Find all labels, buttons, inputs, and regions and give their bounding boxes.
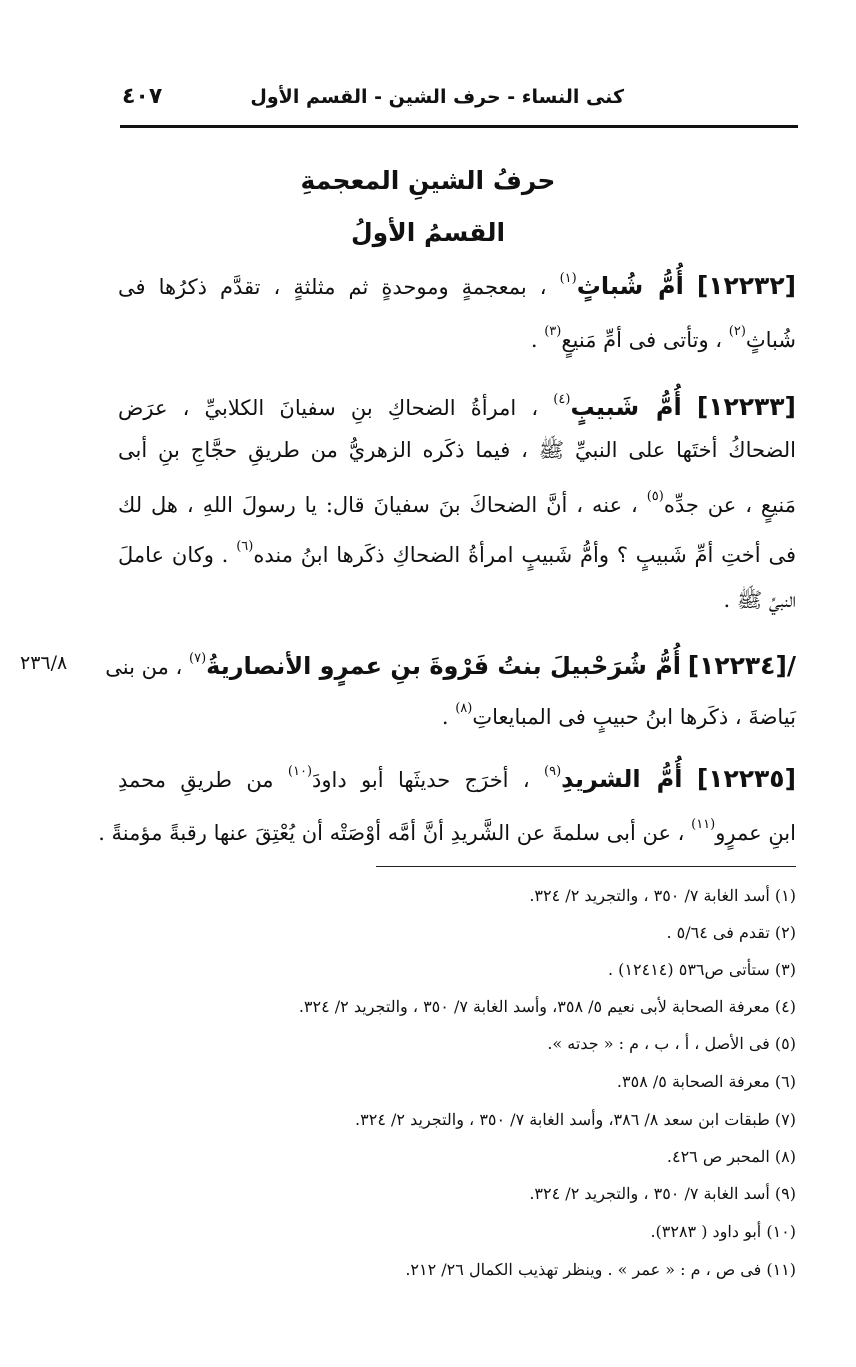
footnote: (١٠) أبو داود ( ٣٢٨٣). (650, 1222, 796, 1241)
body-line (118, 765, 796, 791)
running-header: كنى النساء - حرف الشين - القسم الأول (250, 86, 624, 108)
body-text: . (441, 705, 449, 729)
body-line (118, 490, 796, 516)
footnote: (٣) ستأتى ص٥٣٦ (١٢٤١٤) . (608, 960, 796, 979)
body-text: ، عنه ، أنَّ الضحاكَ بنَ سفيانَ قال: يا رسولَ اللهِ ، هل لك (118, 493, 638, 517)
body-text: النبيِّ ﷺ . (723, 588, 796, 612)
body-text: ، من بنى (105, 655, 183, 679)
body-text: ابنِ عمرٍو (715, 821, 796, 845)
letter-heading: حرفُ الشينِ المعجمةِ (300, 166, 556, 195)
footnote: (٥) فى الأصل ، أ ، ب ، م : « جدته ». (547, 1034, 796, 1053)
entry-name: أُمُّ شُرَحْبيلَ بنتُ فَرْوةَ بنِ عمرٍو الأنصاريةُ (206, 652, 682, 680)
footnote-ref: (٧) (189, 651, 207, 666)
footnote-rule (376, 866, 796, 867)
body-text: ، وتأتى فى أمِّ مَنيعٍ (561, 328, 723, 352)
body-text: فى أختِ أمِّ شَبيبٍ ؟ وأمُّ شَبيبٍ امرأةُ الضحاكِ ذكَرها ابنُ منده (253, 543, 796, 567)
entry-number: [١٢٢٣٥] (696, 764, 796, 793)
footnote: (٨) المحبر ص ٤٢٦. (666, 1147, 796, 1166)
volume-page-marker: ٢٣٦/٨ (20, 652, 68, 674)
footnote: (١١) فى ص ، م : « عمر » . وينظر تهذيب الكمال ٢٦/ ٢١٢. (405, 1260, 796, 1279)
body-line (531, 325, 796, 351)
footnote-ref: (٨) (455, 701, 473, 716)
body-line (118, 440, 796, 461)
entry-name: أُمُّ شَبيبٍ (570, 393, 682, 421)
footnote-ref: (٣) (544, 324, 562, 339)
body-text: شُباثٍ (745, 328, 796, 352)
footnote: (٢) تقدم فى ٥/٦٤ . (666, 923, 796, 942)
body-line (724, 590, 796, 611)
footnote: (٤) معرفة الصحابة لأبى نعيم ٥/ ٣٥٨، وأسد الغابة ٧/ ٣٥٠ ، والتجريد ٢/ ٣٢٤. (298, 997, 796, 1016)
footnote: (٦) معرفة الصحابة ٥/ ٣٥٨. (616, 1072, 796, 1091)
section-heading: القسمُ الأولُ (350, 218, 506, 247)
entry-number: [١٢٢٣٢] (696, 271, 797, 300)
body-text: ، أخرَج حديثَها أبو داودَ (312, 768, 530, 792)
body-line (105, 652, 796, 678)
body-line (118, 393, 796, 419)
footnote-ref: (١) (559, 271, 577, 286)
footnote-ref: (٤) (553, 392, 571, 407)
footnote-ref: (٩) (544, 764, 562, 779)
body-text: ، عن أبى سلمةَ عن الشَّريدِ أنَّ أمَّه أوْصَتْه أن يُعْتِقَ عنها رقبةً مؤمنةً . (98, 821, 685, 845)
entry-number: /[١٢٢٣٤] (687, 651, 796, 680)
page-number: ٤٠٧ (122, 84, 163, 109)
body-text: . (530, 328, 538, 352)
footnote: (٧) طبقات ابن سعد ٨/ ٣٨٦، وأسد الغابة ٧/ ٣٥٠ ، والتجريد ٢/ ٣٢٤. (355, 1110, 796, 1129)
footnote-ref: (٦) (236, 539, 254, 554)
entry-name: أُمُّ الشريدِ (561, 765, 683, 793)
body-text: ، امرأةُ الضحاكِ بنِ سفيانَ الكلابيِّ ، عرَض (118, 396, 539, 420)
body-text: . وكان عاملَ (118, 543, 229, 567)
footnote-ref: (٢) (728, 324, 746, 339)
entry-number: [١٢٢٣٣] (696, 392, 796, 421)
entry-name: أُمُّ شُباثٍ (576, 272, 684, 300)
body-text: مَنيعٍ ، عن جدِّه (663, 493, 796, 517)
body-text: ، بمعجمةٍ وموحدةٍ ثم مثلثةٍ ، تقدَّم ذكرُها فى (118, 275, 547, 299)
body-line (98, 818, 796, 844)
footnote-ref: (٥) (646, 489, 664, 504)
footnote: (١) أسد الغابة ٧/ ٣٥٠ ، والتجريد ٢/ ٣٢٤. (529, 886, 796, 905)
body-line (118, 540, 796, 566)
footnote: (٩) أسد الغابة ٧/ ٣٥٠ ، والتجريد ٢/ ٣٢٤. (529, 1184, 796, 1203)
footnote-ref: (١١) (691, 817, 716, 832)
body-text: من طريقِ محمدِ (118, 768, 274, 792)
body-line (118, 272, 796, 298)
header-rule (120, 125, 798, 128)
body-line (442, 702, 796, 728)
footnote-ref: (١٠) (287, 764, 313, 779)
body-text: الضحاكُ أختَها على النبيِّ ﷺ ، فيما ذكَره الزهريُّ من طريقِ حجَّاجِ بنِ أبى (118, 438, 796, 462)
body-text: بَياضةَ ، ذكَرها ابنُ حبيبٍ فى المبايعاتِ (472, 705, 796, 729)
